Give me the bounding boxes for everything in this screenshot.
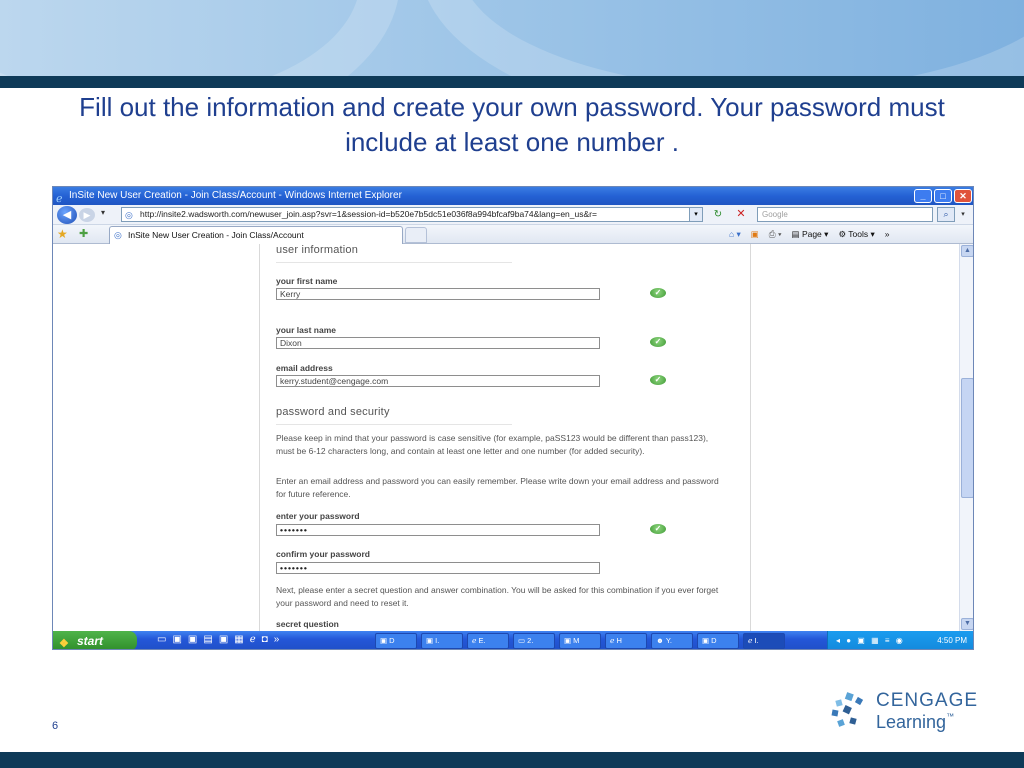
check-icon: ✓ xyxy=(650,524,666,534)
close-button[interactable]: ✕ xyxy=(954,189,972,203)
quicklaunch-app-icon[interactable]: ▣ xyxy=(172,634,182,645)
task-item-label: D xyxy=(389,636,395,645)
more-chevron-icon[interactable]: » xyxy=(884,229,890,239)
add-favorite-icon[interactable]: ✚ xyxy=(79,228,89,240)
task-item-label: H xyxy=(616,636,622,645)
email-field[interactable] xyxy=(276,375,600,387)
logo-trademark: ™ xyxy=(946,712,955,721)
stop-icon[interactable]: ✕ xyxy=(736,208,746,220)
favorites-star-icon[interactable]: ★ xyxy=(57,227,68,241)
scroll-up-arrow-icon[interactable]: ▲ xyxy=(961,245,974,257)
task-item-label: D xyxy=(711,636,717,645)
quicklaunch-ie-icon[interactable]: ℯ xyxy=(249,634,256,645)
forward-button[interactable]: ▶ xyxy=(79,208,95,222)
secret-question-label: secret question xyxy=(276,619,339,629)
section-divider xyxy=(276,262,512,263)
task-item[interactable]: ▣ M xyxy=(559,633,601,649)
taskbar-clock: 4:50 PM xyxy=(937,636,967,645)
task-item[interactable]: ☻ Y. xyxy=(651,633,693,649)
task-buttons xyxy=(375,633,785,649)
search-options-dropdown[interactable]: ▾ xyxy=(961,211,965,218)
first-name-label: your first name xyxy=(276,276,338,286)
logo-name: CENGAGE xyxy=(876,690,979,711)
tab-insite[interactable] xyxy=(109,226,403,244)
task-item-label: I. xyxy=(435,636,440,645)
search-icon[interactable]: ⌕ xyxy=(937,207,955,222)
ie-logo-icon: ℯ xyxy=(56,193,63,205)
system-tray xyxy=(827,631,974,650)
task-item[interactable]: ▣ D xyxy=(697,633,739,649)
task-item-label: Y. xyxy=(665,636,672,645)
page-number: 6 xyxy=(52,720,59,732)
refresh-icon[interactable]: ↻ xyxy=(713,209,723,220)
slide-title: Fill out the information and create your own password. Your password must include at least one number . xyxy=(79,92,945,157)
secret-question-instructions: Next, please enter a secret question and answer combination. You will be asked for this combination if you ever forget your password and need to reset it. xyxy=(276,585,719,608)
quicklaunch-app-icon[interactable]: ▣ xyxy=(187,634,198,645)
tab-bar xyxy=(53,225,974,244)
history-dropdown[interactable]: ▾ xyxy=(101,208,106,217)
print-icon[interactable]: ⎙ ▾ xyxy=(768,229,782,239)
task-item[interactable]: ▭ 2. xyxy=(513,633,555,649)
check-icon: ✓ xyxy=(650,337,666,347)
password-label: enter your password xyxy=(276,511,360,521)
banner-divider xyxy=(0,76,1024,88)
quicklaunch-app-icon[interactable]: ▣ xyxy=(218,634,229,645)
browser-screenshot xyxy=(52,186,974,650)
command-bar xyxy=(729,227,889,242)
logo-sub-text: Learning xyxy=(876,712,947,732)
user-info-heading: user information xyxy=(276,244,359,256)
email-password-note: Enter an email address and password you can easily remember. Please write down your email address and password for future reference. xyxy=(276,476,719,499)
minimize-button[interactable]: _ xyxy=(914,189,932,203)
scroll-thumb[interactable] xyxy=(961,378,974,498)
tab-label: InSite New User Creation - Join Class/Account xyxy=(128,230,304,240)
last-name-field[interactable] xyxy=(276,337,600,349)
new-tab-button[interactable] xyxy=(405,227,427,243)
registration-form xyxy=(259,244,751,631)
window-controls xyxy=(914,189,972,203)
page-menu-label: Page xyxy=(801,229,822,239)
home-icon[interactable]: ⌂ ▾ xyxy=(729,229,741,239)
confirm-password-label: confirm your password xyxy=(276,549,370,559)
check-icon: ✓ xyxy=(650,288,666,298)
task-item[interactable]: ℯ E. xyxy=(467,633,509,649)
quicklaunch-app-icon[interactable]: ▦ xyxy=(234,634,244,645)
address-bar[interactable] xyxy=(121,207,701,222)
start-label: start xyxy=(77,634,104,648)
quick-launch xyxy=(157,634,279,645)
page-content xyxy=(53,244,959,631)
page-menu[interactable]: ▤ Page ▾ xyxy=(791,229,829,239)
password-field[interactable] xyxy=(276,524,600,536)
quicklaunch-app-icon[interactable]: ▤ xyxy=(203,634,213,645)
cengage-logo-mark-icon xyxy=(830,692,870,732)
section-divider xyxy=(276,424,512,425)
back-button[interactable]: ◀ xyxy=(57,206,77,224)
url-text: http://insite2.wadsworth.com/newuser_join.asp?svr=1&session-id=b520e7b5dc51e036f8a994bfcaf9ba74&lang=en_us&r= xyxy=(140,209,597,219)
first-name-field[interactable] xyxy=(276,288,600,300)
window-titlebar xyxy=(53,187,974,205)
confirm-password-field[interactable] xyxy=(276,562,600,574)
task-item-active[interactable]: ℯ I. xyxy=(743,633,785,649)
task-item[interactable]: ▣ D xyxy=(375,633,417,649)
windows-flag-icon: ❖ xyxy=(59,638,69,650)
quicklaunch-app-icon[interactable]: ◘ xyxy=(261,634,268,645)
page-icon: ◎ xyxy=(125,210,133,220)
quicklaunch-more-chevron-icon[interactable]: » xyxy=(273,634,280,645)
task-item-label: I. xyxy=(754,636,759,645)
logo-subtitle xyxy=(876,712,954,733)
tray-icons[interactable]: ◂ ● ▣ ▦ ≡ ◉ xyxy=(836,636,905,645)
cengage-logo xyxy=(830,688,980,740)
search-input[interactable]: Google xyxy=(757,207,933,222)
address-dropdown[interactable]: ▾ xyxy=(689,207,703,222)
scroll-down-arrow-icon[interactable]: ▼ xyxy=(961,618,974,630)
taskbar xyxy=(53,631,974,650)
email-label: email address xyxy=(276,363,333,373)
address-toolbar xyxy=(53,205,974,225)
vertical-scrollbar[interactable] xyxy=(959,244,974,631)
start-button[interactable] xyxy=(53,631,137,650)
task-item[interactable]: ▣ I. xyxy=(421,633,463,649)
window-title: InSite New User Creation - Join Class/Account - Windows Internet Explorer xyxy=(69,190,402,201)
task-item-label: 2. xyxy=(527,636,534,645)
quicklaunch-desktop-icon[interactable]: ▭ xyxy=(157,634,167,645)
task-item[interactable]: ℯ H xyxy=(605,633,647,649)
tab-page-icon: ◎ xyxy=(114,230,122,240)
top-banner xyxy=(0,0,1024,78)
tools-menu[interactable]: ⚙ Tools ▾ xyxy=(838,229,875,239)
security-instructions: Please keep in mind that your password is case sensitive (for example, paSS123 would be different than pass123), must be 6-12 characters long, and contain at least one letter and one number (for added security). xyxy=(276,433,709,456)
task-item-label: E. xyxy=(478,636,486,645)
security-heading: password and security xyxy=(276,406,390,418)
feeds-icon[interactable]: ▣ xyxy=(750,229,759,239)
task-item-label: M xyxy=(573,636,580,645)
last-name-label: your last name xyxy=(276,325,336,335)
maximize-button[interactable]: □ xyxy=(934,189,952,203)
check-icon: ✓ xyxy=(650,375,666,385)
tools-menu-label: Tools xyxy=(848,229,869,239)
footer-bar xyxy=(0,752,1024,768)
